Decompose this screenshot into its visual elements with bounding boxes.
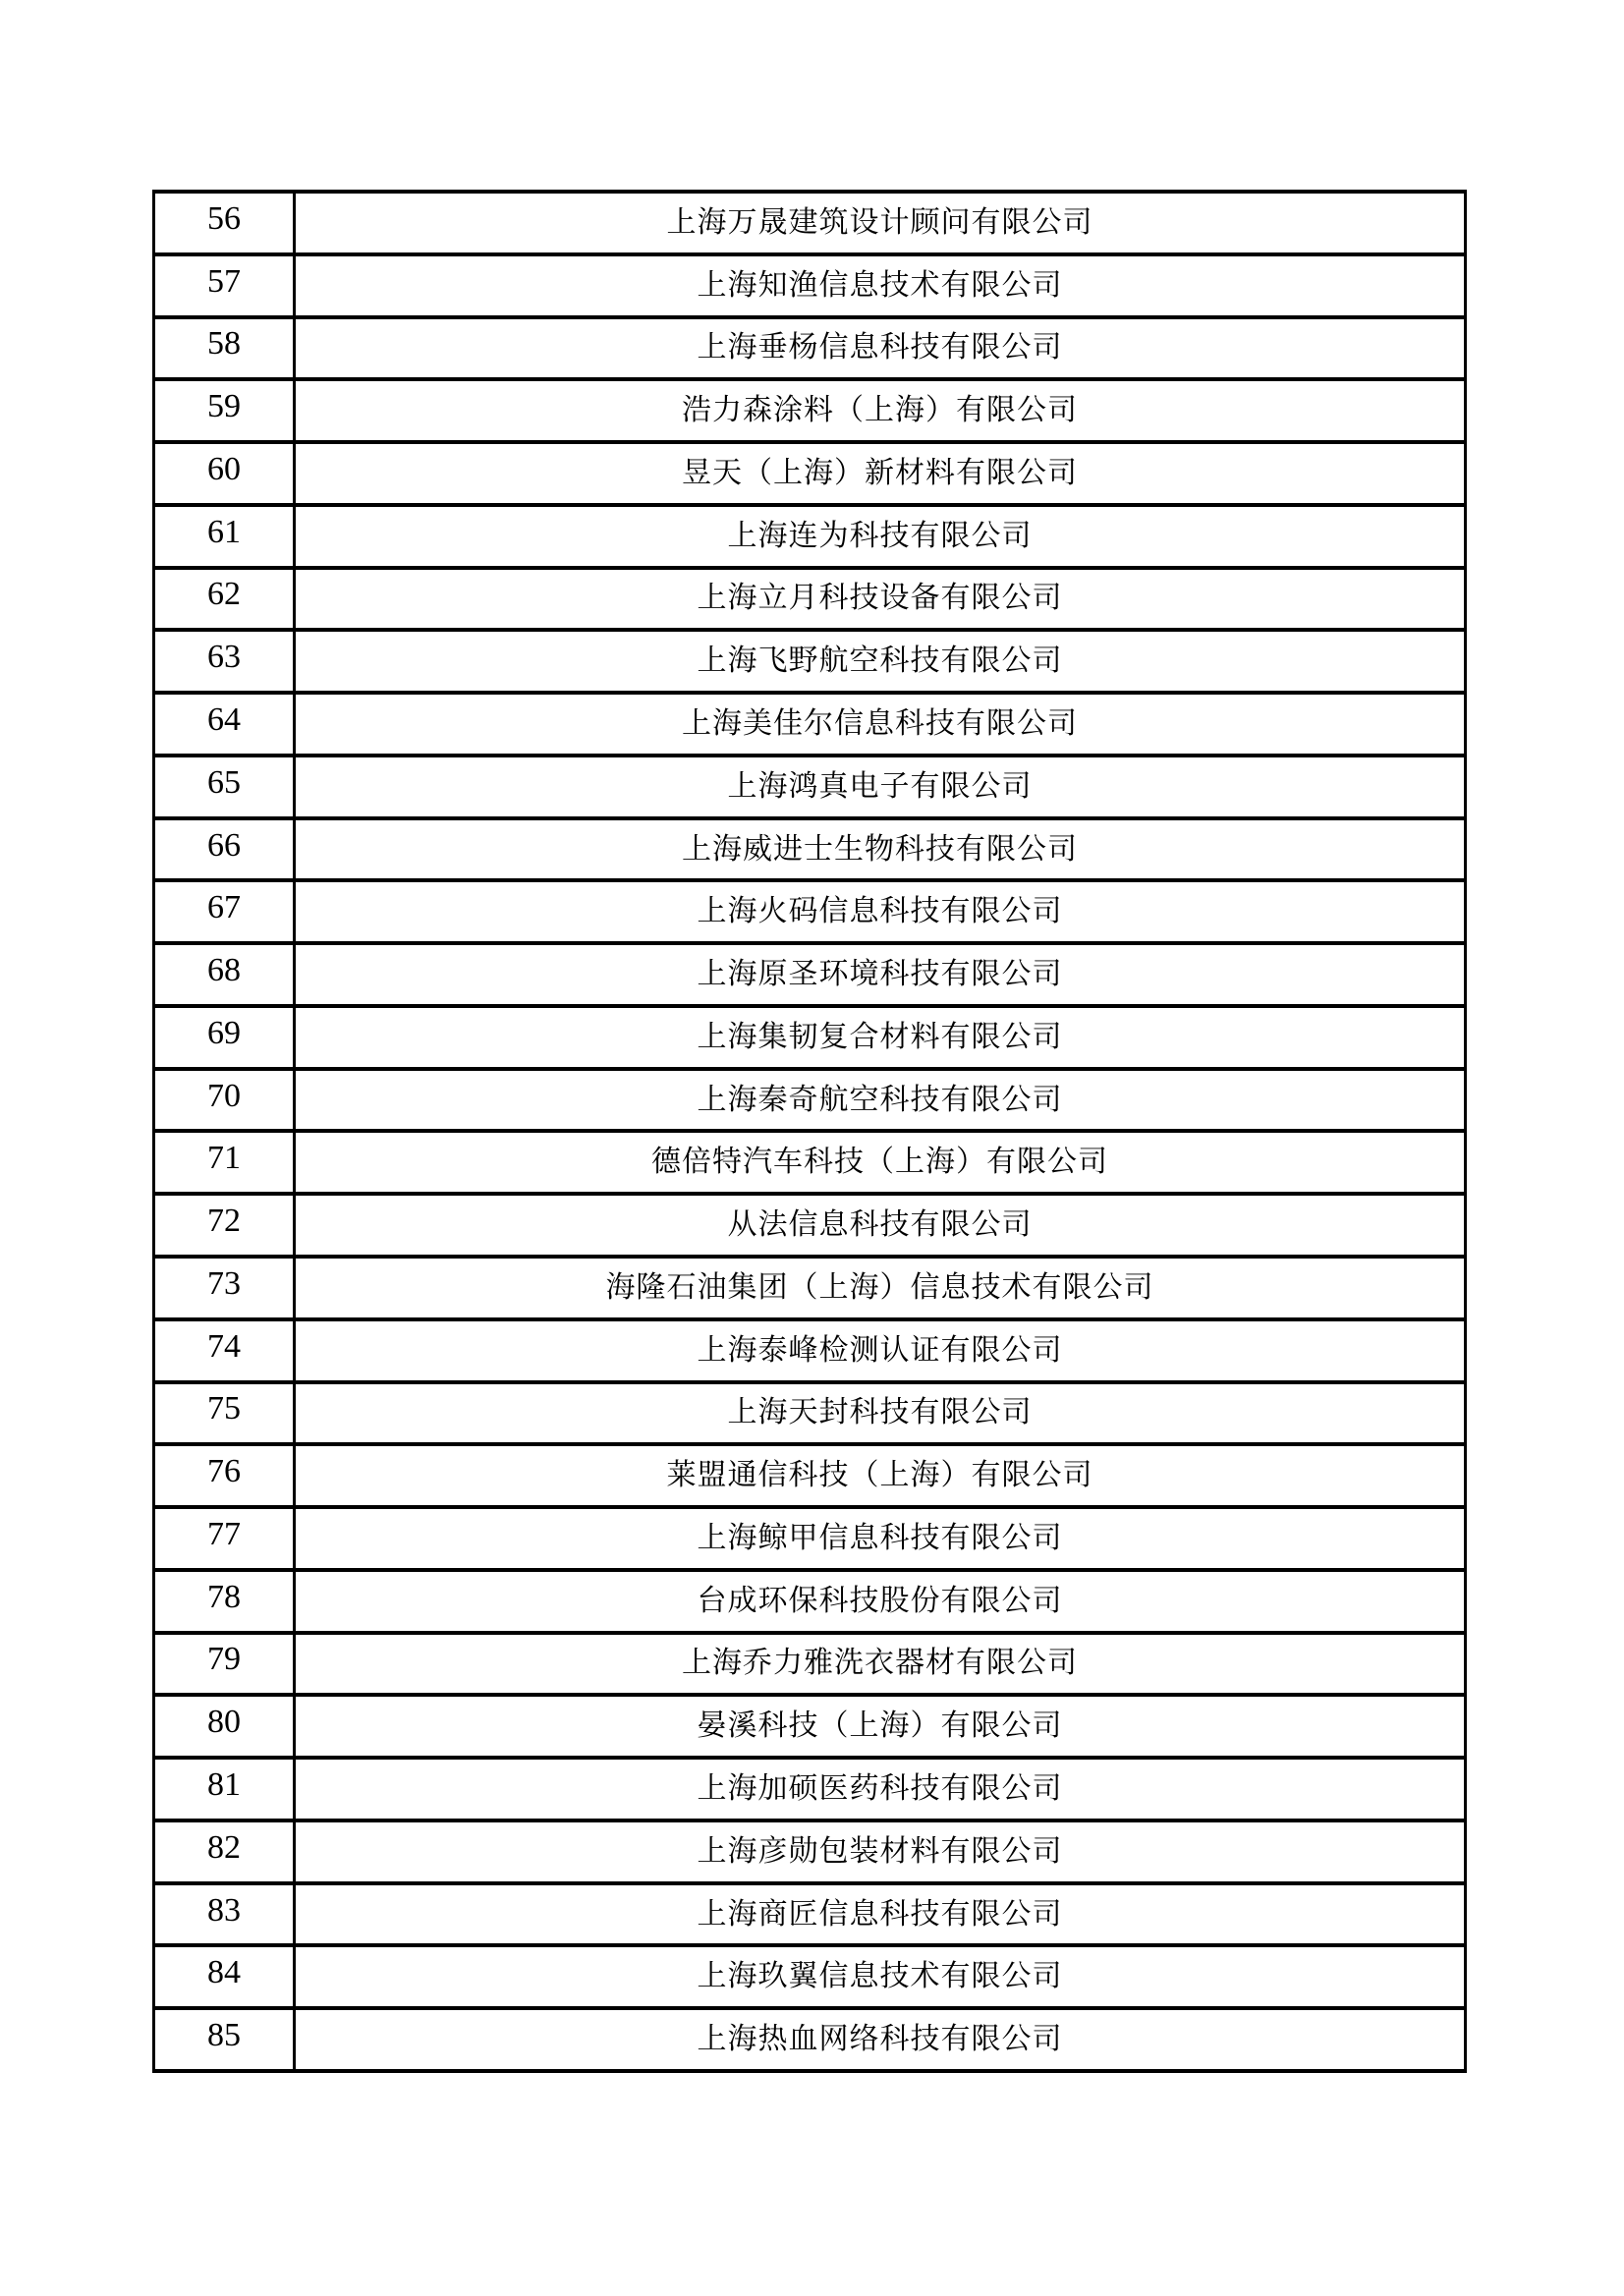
table-row	[154, 880, 1466, 943]
row-number: 81	[154, 1758, 295, 1820]
row-number: 62	[154, 568, 295, 631]
table-row	[154, 442, 1466, 505]
table-row	[154, 1633, 1466, 1696]
table-row	[154, 568, 1466, 631]
company-name: 昱天（上海）新材料有限公司	[295, 442, 1466, 505]
row-number: 64	[154, 693, 295, 756]
row-number: 65	[154, 756, 295, 818]
table-row	[154, 1257, 1466, 1319]
company-name: 上海商匠信息科技有限公司	[295, 1883, 1466, 1946]
row-number: 69	[154, 1006, 295, 1069]
row-number: 63	[154, 630, 295, 693]
company-table-body	[154, 192, 1466, 2071]
table-row	[154, 756, 1466, 818]
company-name: 上海鲸甲信息科技有限公司	[295, 1507, 1466, 1570]
table-row	[154, 505, 1466, 568]
company-name: 上海美佳尔信息科技有限公司	[295, 693, 1466, 756]
company-name: 上海玖翼信息技术有限公司	[295, 1945, 1466, 2008]
row-number: 75	[154, 1382, 295, 1445]
table-row	[154, 693, 1466, 756]
table-row	[154, 943, 1466, 1006]
company-name: 上海热血网络科技有限公司	[295, 2008, 1466, 2071]
company-name: 晏溪科技（上海）有限公司	[295, 1695, 1466, 1758]
row-number: 67	[154, 880, 295, 943]
row-number: 71	[154, 1131, 295, 1194]
company-name: 上海立月科技设备有限公司	[295, 568, 1466, 631]
company-name: 上海彦勋包装材料有限公司	[295, 1820, 1466, 1883]
table-row	[154, 379, 1466, 442]
table-row	[154, 1319, 1466, 1382]
table-row	[154, 630, 1466, 693]
table-row	[154, 1069, 1466, 1132]
row-number: 58	[154, 317, 295, 380]
company-name: 上海加硕医药科技有限公司	[295, 1758, 1466, 1820]
table-row	[154, 1570, 1466, 1633]
table-row	[154, 1820, 1466, 1883]
company-name: 上海火码信息科技有限公司	[295, 880, 1466, 943]
company-name: 上海飞野航空科技有限公司	[295, 630, 1466, 693]
table-row	[154, 1883, 1466, 1946]
table-row	[154, 192, 1466, 254]
table-row	[154, 1131, 1466, 1194]
table-row	[154, 1382, 1466, 1445]
company-name: 台成环保科技股份有限公司	[295, 1570, 1466, 1633]
table-row	[154, 1758, 1466, 1820]
row-number: 72	[154, 1194, 295, 1257]
company-name: 上海威进士生物科技有限公司	[295, 818, 1466, 881]
company-name: 海隆石油集团（上海）信息技术有限公司	[295, 1257, 1466, 1319]
row-number: 59	[154, 379, 295, 442]
row-number: 83	[154, 1883, 295, 1946]
row-number: 74	[154, 1319, 295, 1382]
company-name: 从法信息科技有限公司	[295, 1194, 1466, 1257]
table-row	[154, 1194, 1466, 1257]
table-row	[154, 818, 1466, 881]
table-row	[154, 317, 1466, 380]
row-number: 68	[154, 943, 295, 1006]
table-row	[154, 1507, 1466, 1570]
row-number: 82	[154, 1820, 295, 1883]
table-row	[154, 1006, 1466, 1069]
company-name: 上海知渔信息技术有限公司	[295, 254, 1466, 317]
table-row	[154, 1695, 1466, 1758]
row-number: 57	[154, 254, 295, 317]
company-name: 上海泰峰检测认证有限公司	[295, 1319, 1466, 1382]
company-name: 上海秦奇航空科技有限公司	[295, 1069, 1466, 1132]
row-number: 61	[154, 505, 295, 568]
table-row	[154, 2008, 1466, 2071]
company-name: 浩力森涂料（上海）有限公司	[295, 379, 1466, 442]
row-number: 79	[154, 1633, 295, 1696]
company-table	[152, 190, 1467, 2073]
row-number: 66	[154, 818, 295, 881]
row-number: 70	[154, 1069, 295, 1132]
company-name: 上海天封科技有限公司	[295, 1382, 1466, 1445]
row-number: 76	[154, 1444, 295, 1507]
row-number: 80	[154, 1695, 295, 1758]
company-name: 上海连为科技有限公司	[295, 505, 1466, 568]
row-number: 60	[154, 442, 295, 505]
row-number: 84	[154, 1945, 295, 2008]
company-name: 上海垂杨信息科技有限公司	[295, 317, 1466, 380]
company-name: 上海万晟建筑设计顾问有限公司	[295, 192, 1466, 254]
table-row	[154, 1945, 1466, 2008]
row-number: 77	[154, 1507, 295, 1570]
table-row	[154, 1444, 1466, 1507]
company-name: 上海集韧复合材料有限公司	[295, 1006, 1466, 1069]
company-name: 莱盟通信科技（上海）有限公司	[295, 1444, 1466, 1507]
company-name: 上海乔力雅洗衣器材有限公司	[295, 1633, 1466, 1696]
row-number: 73	[154, 1257, 295, 1319]
table-row	[154, 254, 1466, 317]
row-number: 78	[154, 1570, 295, 1633]
row-number: 85	[154, 2008, 295, 2071]
row-number: 56	[154, 192, 295, 254]
company-name: 上海原圣环境科技有限公司	[295, 943, 1466, 1006]
company-name: 上海鸿真电子有限公司	[295, 756, 1466, 818]
company-name: 德倍特汽车科技（上海）有限公司	[295, 1131, 1466, 1194]
